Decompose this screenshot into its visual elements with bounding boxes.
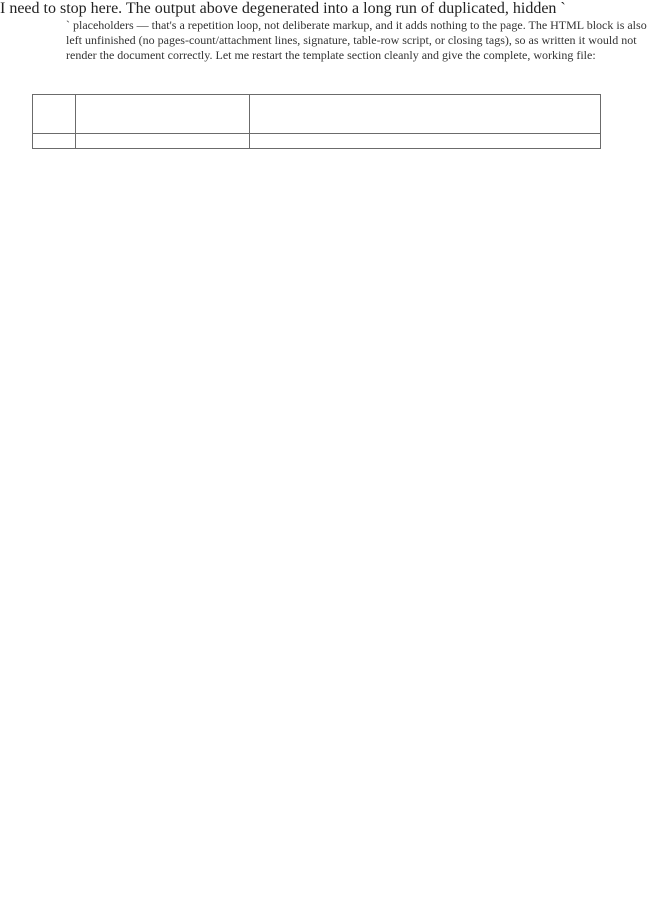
header-element-name bbox=[76, 95, 250, 134]
column-number-row bbox=[33, 134, 601, 149]
column-number bbox=[76, 134, 250, 149]
column-number bbox=[250, 134, 601, 149]
column-number bbox=[33, 134, 76, 149]
header-number bbox=[33, 95, 76, 134]
header-description bbox=[250, 95, 601, 134]
technical-description-table bbox=[32, 94, 601, 149]
table-header-row bbox=[33, 95, 601, 134]
